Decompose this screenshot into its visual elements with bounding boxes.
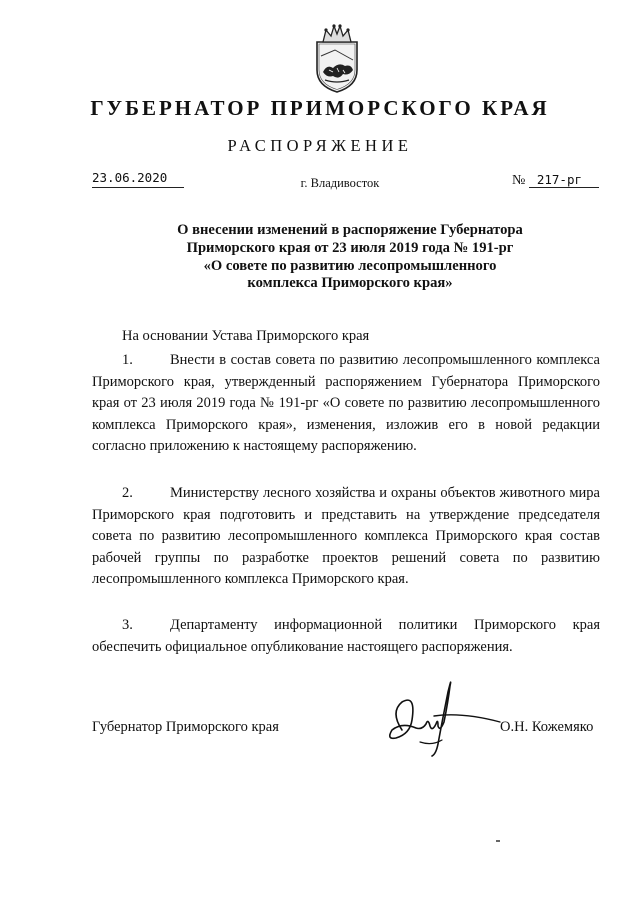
subject-line: «О совете по развитию лесопромышленного [203,257,497,274]
paragraph-text: Министерству лесного хозяйства и охраны объектов животного мира Приморского края подготовить и представить на утверждение председателя совета по развитию лесопромышленного комплекса Приморского края состав рабочей группы по разработке проектов решений совета по развитию лесопромышленного комплекса Приморского края. [92,485,600,588]
paragraph-number: 2. [122,485,133,501]
document-subject [100,222,600,293]
paragraph-number: 3. [122,617,133,633]
handwritten-signature [372,672,502,762]
document-type: РАСПОРЯЖЕНИЕ [227,136,413,155]
subject-line: комплекса Приморского края» [247,275,453,292]
paragraph-1 [92,350,600,458]
number-value: 217-рг [529,172,599,188]
basis-line: На основании Устава Приморского края [122,328,370,344]
document-number [512,172,600,189]
coat-of-arms-icon [309,20,365,94]
subject-line: Приморского края от 23 июля 2019 года № 191-рг [186,239,514,256]
scan-mark [496,840,500,842]
paragraph-2 [92,483,600,591]
document-city: г. Владивосток [300,176,380,190]
paragraph-text: Департаменту информационной политики Приморского края обеспечить официальное опубликование настоящего распоряжения. [92,617,600,655]
subject-line: О внесении изменений в распоряжение Губернатора [177,222,523,238]
signatory-title: Губернатор Приморского края [92,719,279,735]
document-date: 23.06.2020 [92,170,184,188]
number-sign: № [512,173,526,188]
signatory-name: О.Н. Кожемяко [500,719,594,735]
org-title: ГУБЕРНАТОР ПРИМОРСКОГО КРАЯ [90,96,550,120]
paragraph-3 [92,615,600,658]
paragraph-text: Внести в состав совета по развитию лесопромышленного комплекса Приморского края, утвержденный распоряжением Губернатора Приморского края от 23 июля 2019 года № 191-рг «О совете по развитию лесопромышленного комплекса Приморского края», изменения, изложив его в новой редакции согласно приложению к настоящему распоряжению. [92,352,600,455]
paragraph-number: 1. [122,352,133,368]
